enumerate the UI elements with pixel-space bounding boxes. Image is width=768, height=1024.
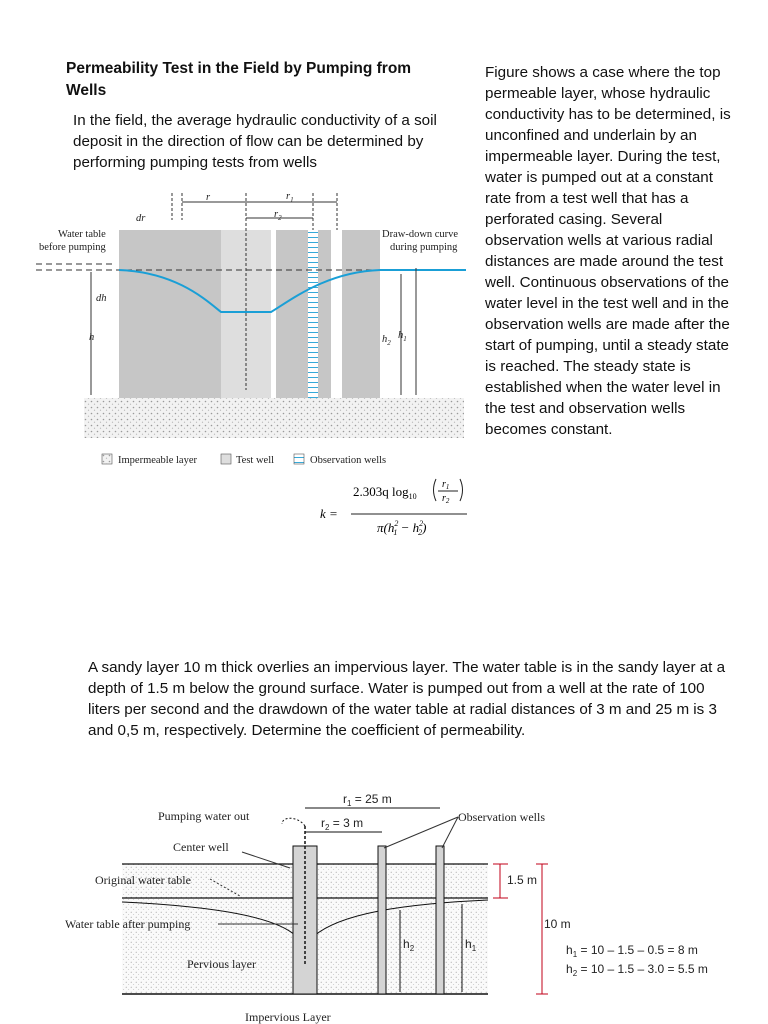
soil-column-middle (276, 230, 308, 398)
equation-h2: $h_2 = 10 - 1.5 - 3.0 = 5.5$ m (566, 962, 708, 978)
dr-label: dr (136, 213, 146, 224)
impermeable-layer (84, 398, 464, 438)
after-pumping-label: Water table after pumping (65, 917, 191, 931)
drawdown-label: Draw-down curve during pumping (382, 229, 459, 253)
legend-test-well: Test well (236, 455, 275, 466)
soil-column-thin (318, 230, 331, 398)
original-water-table-label: Original water table (95, 873, 191, 887)
formula-numerator: 2.303q $\log_{10}$ (353, 484, 417, 501)
r1-dim: $r_1 = 25$ m (343, 792, 392, 808)
h2-label: $h_2$ (382, 334, 391, 347)
r-label: r (206, 192, 211, 203)
observation-wells-label: Observation wells (458, 810, 545, 824)
h1-label: $h_1$ (398, 330, 407, 343)
observation-well-near (378, 846, 386, 994)
section-title: Permeability Test in the Field by Pumping from Wells (66, 60, 412, 99)
pumping-test-figure (36, 190, 476, 472)
depth-10: 10 m (544, 917, 571, 931)
problem-statement: A sandy layer 10 m thick overlies an impervious layer. The water table is in the sandy layer at a depth of 1.5 m below the ground surface. Water is pumped out from a well at the rate of 100 liters per second and the drawdown of the water table at radial distances of 3 m and 25 m is 3 and 0,5 m, respectively. Determine the coefficient of permeability. (88, 659, 726, 739)
r2-dim: $r_2 = 3$ m (321, 816, 364, 832)
r1-label: $r_1$ (286, 191, 294, 204)
h-label: h (89, 332, 95, 343)
dh-label: dh (96, 293, 107, 304)
r2-label: $r_2$ (274, 209, 282, 222)
soil-column-right (342, 230, 380, 398)
observation-well-1 (308, 230, 318, 398)
center-well-label: Center well (173, 840, 229, 854)
svg-text:r1: $r_1$ (442, 479, 450, 491)
intro-paragraph: In the field, the average hydraulic conductivity of a soil deposit in the direction of flow can be determined by performing pumping tests from wells (73, 112, 437, 171)
formula-k: k = (320, 506, 338, 521)
equation-h1: $h_1 = 10 - 1.5 - 0.5 = 8$ m (566, 943, 698, 959)
description-paragraph: Figure shows a case where the top permeable layer, whose hydraulic conductivity has to be determined, is unconfined and underlain by an impermeable layer. During the test, water is pumped out at a constant rate from a test well that has a perforated casing. Several observation wells at various radial distances are made around the test well. Continuous observations of the water level in the test well and in the observation wells are made after the start of pumping, until a steady state is reached. The steady state is established when the water level in the test and observation wells becomes constant. (485, 64, 731, 438)
observation-well-far (436, 846, 444, 994)
example-figure (60, 786, 760, 1024)
h2-dim: $h_2$ (403, 937, 415, 953)
legend-impermeable: Impermeable layer (118, 455, 197, 466)
legend-observation: Observation wells (310, 455, 387, 466)
water-table-label: Water table before pumping (39, 229, 106, 253)
soil-column-left (119, 230, 221, 398)
h1-dim: $h_1$ (465, 937, 477, 953)
pumping-out-label: Pumping water out (158, 809, 250, 823)
depth-1-5: 1.5 m (507, 873, 538, 887)
svg-text:r2: $r_2$ (442, 493, 450, 505)
permeability-formula (315, 470, 475, 538)
pervious-label: Pervious layer (187, 957, 256, 971)
formula-denominator: $\pi(h^2$ $1 - h^2$ 2) (377, 519, 427, 537)
impervious-label: Impervious Layer (245, 1010, 331, 1024)
